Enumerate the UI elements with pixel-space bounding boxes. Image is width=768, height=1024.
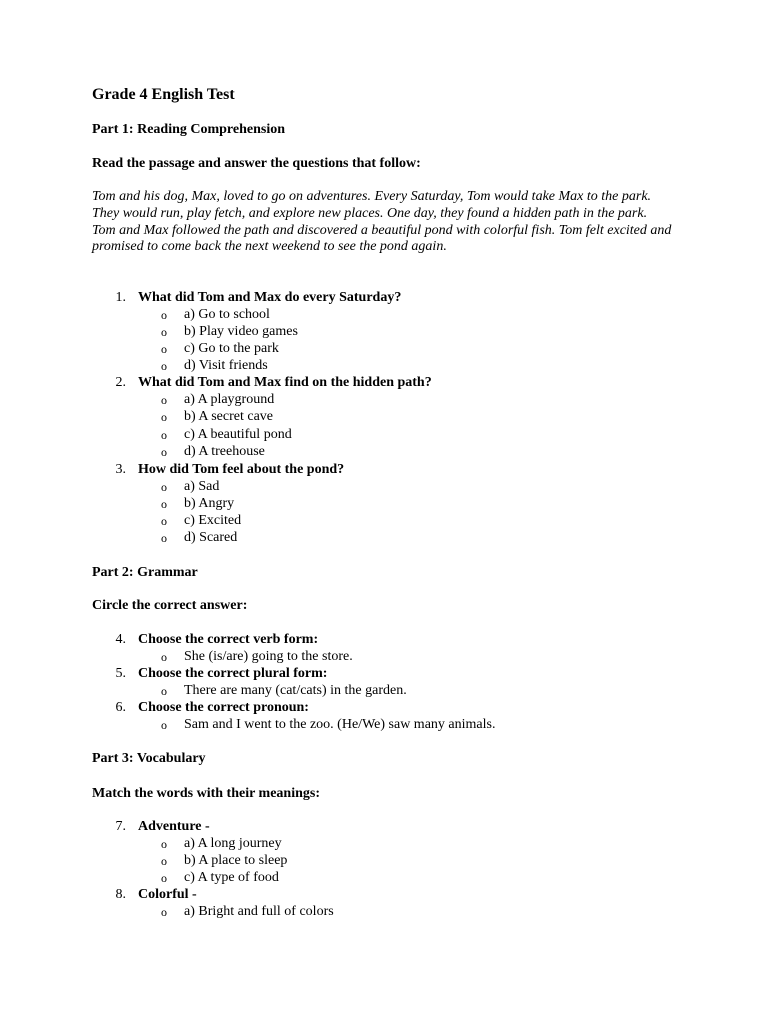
question-number: 1.: [115, 290, 126, 305]
answer-option: d) Scared: [184, 530, 238, 545]
page-title: Grade 4 English Test: [92, 86, 235, 103]
bullet-icon: o: [161, 308, 167, 322]
answer-option: d) A treehouse: [184, 444, 265, 459]
answer-option: a) Sad: [184, 479, 220, 494]
question-number: 3.: [115, 462, 126, 477]
question-text: Adventure -: [138, 819, 210, 834]
bullet-icon: o: [161, 445, 167, 459]
answer-option: b) Play video games: [184, 324, 298, 339]
bullet-icon: o: [161, 410, 167, 424]
question-text: What did Tom and Max do every Saturday?: [138, 290, 402, 305]
question-text: Choose the correct verb form:: [138, 632, 319, 647]
question-text: What did Tom and Max find on the hidden path?: [138, 375, 432, 390]
answer-option: b) A place to sleep: [184, 853, 288, 868]
question-text: Choose the correct pronoun:: [138, 700, 309, 715]
bullet-icon: o: [161, 837, 167, 851]
bullet-icon: o: [161, 497, 167, 511]
part1-instruction: Read the passage and answer the questions that follow:: [92, 156, 421, 171]
part1-heading: Part 1: Reading Comprehension: [92, 122, 286, 137]
question-text: Colorful -: [138, 887, 197, 902]
bullet-icon: o: [161, 480, 167, 494]
part3-instruction: Match the words with their meanings:: [92, 786, 321, 801]
bullet-icon: o: [161, 342, 167, 356]
bullet-icon: o: [161, 359, 167, 373]
part2-instruction: Circle the correct answer:: [92, 598, 248, 613]
answer-option: a) A playground: [184, 392, 275, 407]
answer-option: Sam and I went to the zoo. (He/We) saw many animals.: [184, 717, 496, 732]
reading-passage: Tom and his dog, Max, loved to go on adventures. Every Saturday, Tom would take Max to the park. They would run, play fetch, and explore new places. One day, they found a hidden path in the park. Tom and Max followed the path and discovered a beautiful pond with colorful fish. Tom felt excited and promised to come back the next weekend to see the pond again.: [92, 189, 672, 255]
answer-option: There are many (cat/cats) in the garden.: [184, 683, 407, 698]
answer-option: She (is/are) going to the store.: [184, 649, 353, 664]
answer-option: d) Visit friends: [184, 358, 268, 373]
answer-option: a) A long journey: [184, 836, 282, 851]
part3-heading: Part 3: Vocabulary: [92, 751, 206, 766]
answer-option: c) A type of food: [184, 870, 279, 885]
question-text: How did Tom feel about the pond?: [138, 462, 345, 477]
question-number: 5.: [115, 666, 126, 681]
question-number: 6.: [115, 700, 126, 715]
bullet-icon: o: [161, 393, 167, 407]
question-number: 8.: [115, 887, 126, 902]
answer-option: a) Bright and full of colors: [184, 904, 334, 919]
bullet-icon: o: [161, 325, 167, 339]
answer-option: c) Go to the park: [184, 341, 279, 356]
answer-option: b) A secret cave: [184, 409, 274, 424]
part2-heading: Part 2: Grammar: [92, 565, 198, 580]
answer-option: b) Angry: [184, 496, 235, 511]
question-text: Choose the correct plural form:: [138, 666, 328, 681]
answer-option: c) A beautiful pond: [184, 427, 292, 442]
bullet-icon: o: [161, 531, 167, 545]
question-number: 2.: [115, 375, 126, 390]
bullet-icon: o: [161, 854, 167, 868]
answer-option: a) Go to school: [184, 307, 270, 322]
bullet-icon: o: [161, 905, 167, 919]
question-number: 4.: [115, 632, 126, 647]
bullet-icon: o: [161, 871, 167, 885]
bullet-icon: o: [161, 428, 167, 442]
bullet-icon: o: [161, 650, 167, 664]
answer-option: c) Excited: [184, 513, 242, 528]
question-number: 7.: [115, 819, 126, 834]
bullet-icon: o: [161, 684, 167, 698]
bullet-icon: o: [161, 718, 167, 732]
bullet-icon: o: [161, 514, 167, 528]
